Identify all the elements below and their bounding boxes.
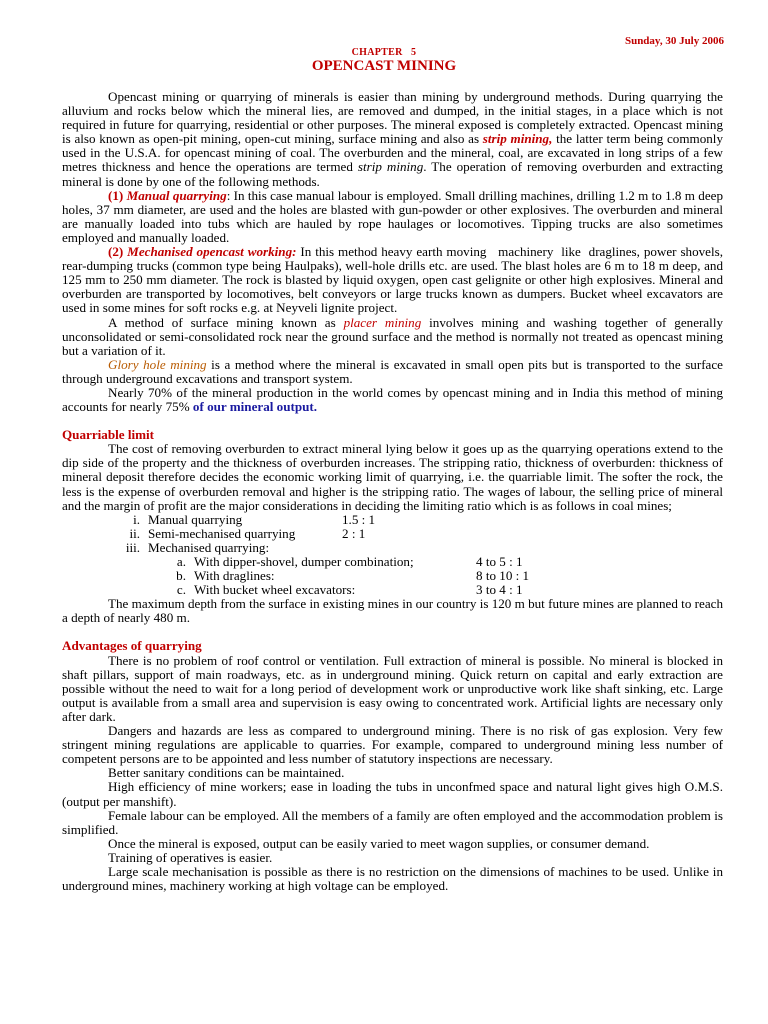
term-strip-mining: strip mining, [482,131,553,147]
intro-text-1: Opencast mining or quarrying of minerals is easier than mining by underground methods. During quarrying the alluvium and rocks below which the mineral lies, are removed and dumped, in the initial stages, in a place which is not required in future for quarrying, residential or other purposes. The mineral exposed is completely extracted. Opencast mining is also known as open-pit mining, open-cut mining, surface mining and also as [62,89,723,147]
method-2-number: (2) [108,244,128,260]
sub-list-ratio: 3 to 4 : 1 [476,582,523,598]
production-paragraph [62,386,723,414]
limit-list [62,513,723,598]
advantage-paragraph: High efficiency of mine workers; ease in loading the tubs in unconfmed space and natural light gives high O.M.S. (output per manshift). [62,779,723,809]
chapter-label: CHAPTER 5 [351,47,417,58]
placer-text-1: A method of surface mining known as [108,314,344,330]
list-item [62,513,723,527]
method-2-label: Mechanised opencast working: [127,244,297,260]
list-ratio: 2 : 1 [342,525,366,541]
list-ratio: 1.5 : 1 [342,511,376,527]
sub-list-letter: a. [176,554,186,569]
sub-list-label: With dipper-shovel, dumper combination; [194,554,414,569]
list-number: i. [133,511,140,527]
production-emphasis: of our mineral output. [192,399,318,415]
method-1-label: Manual quarrying [126,187,227,203]
term-placer-mining: placer mining [343,314,422,330]
advantage-paragraph: Female labour can be employed. All the members of a family are often employed and the accommodation problem is simplified. [62,807,723,837]
intro-text-3: . The operation of removing overburden and extracting mineral is done by one of the following methods. [62,159,723,189]
term-glory-hole-mining: Glory hole mining [108,356,207,372]
advantage-paragraph: Training of operatives is easier. [108,849,273,865]
method-manual-paragraph [62,189,723,245]
advantage-paragraph: There is no problem of roof control or ventilation. Full extraction of mineral is possible. No mineral is blocked in shaft pillars, support of main roadways, etc. as in underground mining. Quick return on capital and early extraction are possible without the need to wait for a long period of development work or unproductive work like shaft sinking, etc. Large output is available from a small area and supervision is easy owing to concentrated work. Artificial lights are necessary only after dark. [62,652,723,724]
list-label: Mechanised quarrying: [148,539,270,555]
intro-paragraph [62,90,723,189]
sub-list-item [62,569,723,583]
intro-text-2: the latter term being commonly used in the U.S.A. for opencast mining of coal. The overburden and the mineral, coal, are excavated in long strips of a few metres thickness and hence the operations are termed [62,131,723,175]
page-title: OPENCAST MINING [311,58,457,74]
sub-list-item [62,555,723,569]
term-strip-mining-2: strip mining [357,159,424,175]
sub-list-letter: c. [176,582,186,598]
section-heading-advantages: Advantages of quarrying [62,638,202,654]
section-heading-quarriable: Quarriable limit [62,427,155,443]
production-text: Nearly 70% of the mineral production in the world comes by opencast mining and in India this method of mining accounts for nearly 75% [62,384,723,415]
method-1-text: : In this case manual labour is employed. Small drilling machines, drilling 1.2 m to 1.8 m deep holes, 37 mm diameter, are used and the holes are blasted with gun-powder or other explosives. The overburden and mineral are manually loaded into tubs which are hauled by rope haulages or locomotives. Tipping trucks are also sometimes employed and manually loaded. [62,187,724,245]
method-1-number: (1) [108,187,127,203]
list-item [62,527,723,541]
sub-list-label: With bucket wheel excavators: [194,582,356,598]
glory-text: is a method where the mineral is excavated in small open pits but is transported to the surface through underground excavations and transport system. [62,356,723,386]
method-2-text: In this method heavy earth moving machinery like draglines, power shovels, rear-dumping trucks (common type being Haulpaks), well-hole drills etc. are used. The blast holes are 6 m to 18 m deep, and 125 mm to 250 mm diameter. The rock is blasted by liquid oxygen, open cast gelignite or other high explosives. Mineral and overburden are transported by locomotives, belt conveyors or large trucks known as dumpers. Bucket wheel excavators are used in some mines for soft rocks e.g. at Neyveli lignite project. [62,244,733,316]
advantage-paragraph: Better sanitary conditions can be maintained. [108,765,345,781]
list-number: iii. [125,539,140,555]
sub-list-letter: b. [176,568,186,584]
list-number: ii. [129,525,140,541]
sub-list-ratio: 8 to 10 : 1 [476,568,530,584]
sub-list-ratio: 4 to 5 : 1 [476,554,523,569]
quarriable-paragraph: The cost of removing overburden to extract mineral lying below it goes up as the quarrying operations extend to the dip side of the property and the thickness of overburden increases. The stripping ratio, thickness of overburden: thickness of mineral deposit therefore decides the economic working limit of quarrying, i.e. the quarriable limit. The softer the rock, the less is the expense of overburden removal and higher is the stripping ratio. The wages of labour, the selling price of mineral and the margin of profit are the major considerations in deciding the limiting ratio which is as follows in coal mines; [62,441,723,513]
method-mechanised-paragraph [62,244,733,316]
document-body [62,89,733,894]
depth-paragraph: The maximum depth from the surface in existing mines in our country is 120 m but future mines are planned to reach a depth of nearly 480 m. [62,596,723,626]
list-item [62,541,723,555]
sub-list-label: With draglines: [194,568,275,584]
list-label: Semi-mechanised quarrying [148,525,296,541]
glory-paragraph [62,358,723,386]
advantage-paragraph: Large scale mechanisation is possible as there is no restriction on the dimensions of machines to be used. Unlike in underground mines, machinery working at high voltage can be employed. [62,863,723,894]
sub-list-item [62,583,723,597]
advantage-paragraph: Dangers and hazards are less as compared to underground mining. There is no risk of gas explosion. Very few stringent mining regulations are applicable to quarries. For example, compared to underground mining less number of competent persons are to be appointed and less number of statutory inspections are necessary. [62,723,723,767]
document-date: Sunday, 30 July 2006 [624,35,724,47]
advantage-paragraph: Once the mineral is exposed, output can be easily varied to meet wagon supplies, or consumer demand. [108,835,650,851]
list-label: Manual quarrying [148,511,243,527]
placer-paragraph [62,316,723,358]
placer-text-2: involves mining and washing together of generally unconsolidated or semi-consolidated rock near the ground surface and the method is normally not treated as opencast mining but a variation of it. [62,314,724,358]
